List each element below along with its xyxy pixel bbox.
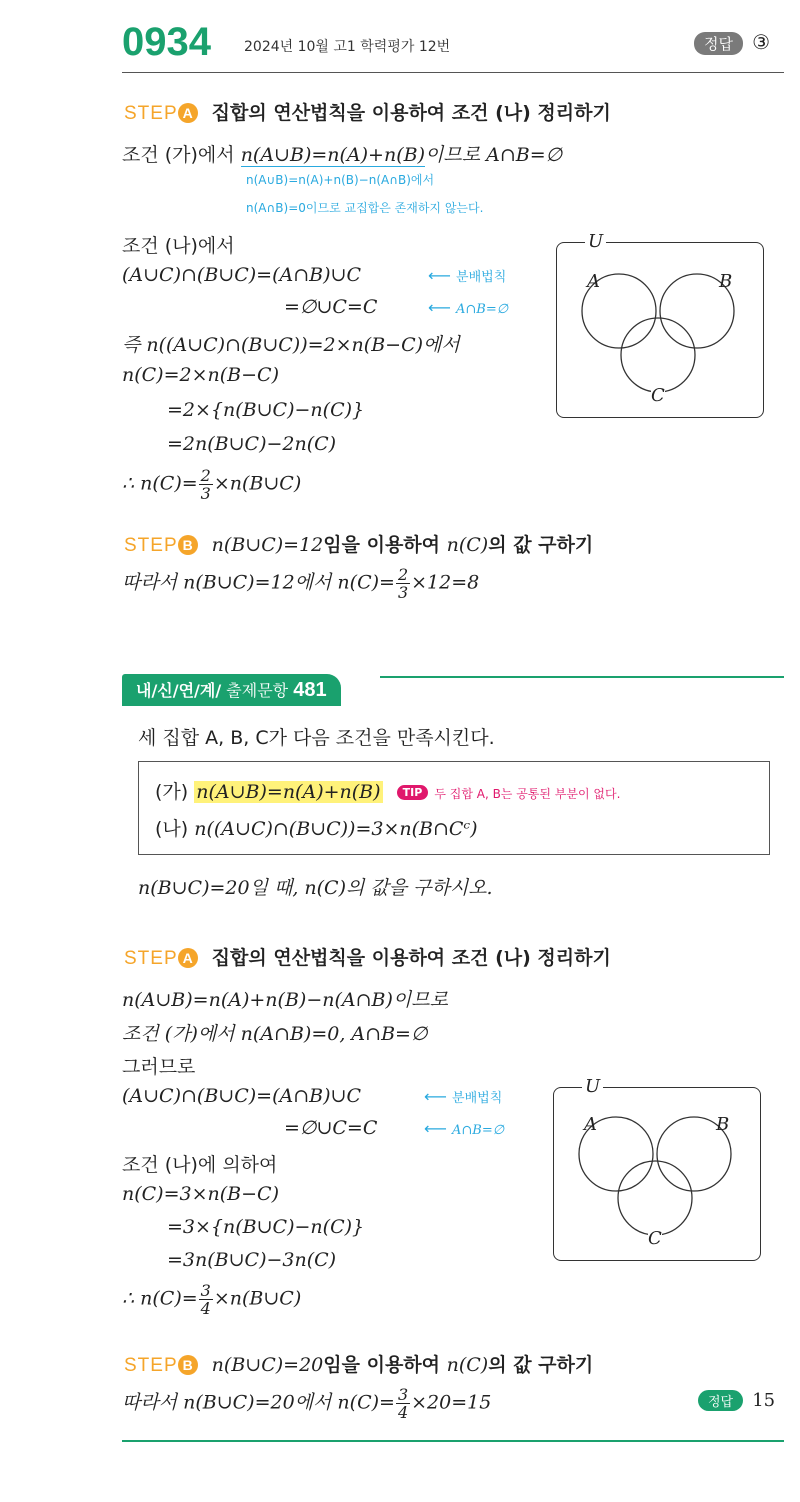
fraction [199,1282,213,1317]
banner-rule [380,676,784,678]
step-title: 집합의 연산법칙을 이용하여 조건 (나) 정리하기 [211,102,611,124]
p1-final-line [122,566,479,601]
fraction-numerator: 2 [397,565,409,584]
tip-text: 두 집합 A, B는 공통된 부분이 없다. [434,787,621,801]
p2-line-4: (A∪C)∩(B∪C)=(A∩B)∪C [122,1085,361,1107]
p2-line-3: 그러므로 [122,1056,196,1078]
cond-ga-row [155,777,620,804]
p2-final-line [122,1386,491,1421]
linked-question: n(B∪C)=20일 때, n(C)의 값을 구하시오. [138,877,493,899]
answer-badge: 정답 [694,32,743,55]
cond-na-row [155,814,478,841]
step-label: STEP [124,1355,178,1376]
p1-line-7 [122,467,301,502]
banner-number: 481 [293,679,327,701]
fraction [396,566,410,601]
venn-label-a: A [584,1114,597,1135]
fraction [199,467,213,502]
fraction [396,1386,410,1421]
p1-step-b-heading [124,530,593,557]
p2-line-4-annotation: ⟵ 분배법칙 [424,1087,503,1106]
p1-condition-ga-line [122,140,562,167]
l7-prefix: ∴ n(C)= [122,472,198,495]
cond-ga-label: (가) [155,781,189,803]
fraction-denominator: 4 [397,1403,409,1422]
step-title-end: 의 값 구하기 [488,534,594,556]
final-suffix: ×12=8 [411,571,480,594]
arrow-note: 분배법칙 [456,270,507,285]
step-label: STEP [124,103,178,124]
answer-value: ③ [752,30,771,54]
arrow-note: A∩B=∅ [456,302,509,317]
p1-line-6: =2n(B∪C)−2n(C) [167,433,337,455]
fraction-denominator: 3 [200,484,211,503]
p1-condition-na: 조건 (나)에서 [122,235,235,257]
fraction-denominator: 4 [200,1299,211,1318]
p2-line-5-annotation: ⟵ A∩B=∅ [424,1119,505,1138]
p1-line-5: =2×{n(B∪C)−n(C)} [167,399,365,421]
header-divider [122,72,784,73]
l7-suffix: ×n(B∪C) [213,472,302,495]
linked-banner [122,674,341,706]
venn-label-c: C [648,1228,662,1249]
final-prefix: 따라서 n(B∪C)=12에서 n(C)= [122,571,395,594]
step-title-math2: n(C) [446,534,489,556]
cond1-equation: n(A∪B)=n(A)+n(B) [240,144,426,166]
cond-ga-equation: n(A∪B)=n(A)+n(B) [196,781,381,803]
step-letter-badge: B [178,535,198,555]
fraction-numerator: 3 [397,1385,409,1404]
p1-line-2: =∅∪C=C [284,296,378,318]
cond-na-label: (나) [155,818,189,840]
fraction-numerator: 2 [200,466,211,485]
p2-line-2: 조건 (가)에서 n(A∩B)=0, A∩B=∅ [122,1023,428,1045]
venn-label-u: U [582,1076,603,1097]
p2-step-a-heading [124,943,611,970]
step-letter-badge: A [178,103,198,123]
fraction-denominator: 3 [397,583,409,602]
l10-suffix: ×n(B∪C) [213,1287,302,1310]
step-title-math: n(B∪C)=12 [211,534,324,556]
p2-line-9: =3n(B∪C)−3n(C) [167,1249,337,1271]
step-letter-badge: A [178,948,198,968]
venn-circle-c [621,318,695,392]
p2-line-7: n(C)=3×n(B−C) [122,1183,280,1205]
cond-na-equation: n((A∪C)∩(B∪C))=3×n(B∩Cᶜ) [194,818,478,840]
p2-line-5: =∅∪C=C [284,1117,378,1139]
final-suffix: ×20=15 [411,1391,492,1414]
p1-line-1-annotation: ⟵ 분배법칙 [428,266,507,285]
venn-label-a: A [587,271,600,292]
p2-line-1: n(A∪B)=n(A)+n(B)−n(A∩B)이므로 [122,989,448,1011]
step-title-text: 임을 이용하여 [323,534,447,556]
arrow-note: A∩B=∅ [452,1123,505,1138]
linked-intro: 세 집합 A, B, C가 다음 조건을 만족시킨다. [138,727,495,749]
final-prefix: 따라서 n(B∪C)=20에서 n(C)= [122,1391,395,1414]
problem-source: 2024년 10월 고1 학력평가 12번 [244,39,451,55]
footer-rule [122,1440,784,1442]
cond1-suffix: 이므로 A∩B=∅ [425,144,563,166]
banner-sublabel: 출제문항 [226,681,289,700]
venn-label-u: U [585,231,606,252]
p1-line-4: n(C)=2×n(B−C) [122,364,280,386]
tip-badge: TIP [397,785,429,800]
p1-line-1: (A∪C)∩(B∪C)=(A∩B)∪C [122,264,361,286]
l10-prefix: ∴ n(C)= [122,1287,198,1310]
p2-line-8: =3×{n(B∪C)−n(C)} [167,1216,365,1238]
banner-label: 내/신/연/계/ [136,681,222,700]
cond1-prefix: 조건 (가)에서 [122,144,241,166]
venn-circle-c [618,1161,692,1235]
step-title: 집합의 연산법칙을 이용하여 조건 (나) 정리하기 [211,947,611,969]
p2-line-6: 조건 (나)에 의하여 [122,1154,278,1176]
step-title-end: 의 값 구하기 [488,1354,594,1376]
p1-note-2: n(A∩B)=0이므로 교집합은 존재하지 않는다. [246,201,484,215]
answer-area [694,30,770,55]
fraction-numerator: 3 [200,1281,211,1300]
step-title-text: 임을 이용하여 [323,1354,447,1376]
venn-label-c: C [651,385,665,406]
p1-line-2-annotation: ⟵ A∩B=∅ [428,298,509,317]
problem-number: 0934 [122,20,211,64]
step-letter-badge: B [178,1355,198,1375]
venn-label-b: B [719,271,733,292]
venn-label-b: B [716,1114,730,1135]
p1-step-a-heading [124,98,611,125]
p2-answer [698,1390,775,1411]
p2-line-10 [122,1282,301,1317]
p1-line-3: 즉 n((A∪C)∩(B∪C))=2×n(B−C)에서 [122,334,460,356]
p1-note-1: n(A∪B)=n(A)+n(B)−n(A∩B)에서 [246,173,435,187]
step-label: STEP [124,535,178,556]
step-title-math2: n(C) [446,1354,489,1376]
p2-venn-diagram [553,1076,761,1261]
linked-condition-box [138,761,770,855]
answer-badge: 정답 [698,1390,743,1411]
p1-venn-diagram [556,231,764,418]
step-label: STEP [124,948,178,969]
step-title-math: n(B∪C)=20 [211,1354,324,1376]
p2-step-b-heading [124,1350,593,1377]
arrow-note: 분배법칙 [452,1091,503,1106]
answer-value: 15 [752,1390,776,1411]
